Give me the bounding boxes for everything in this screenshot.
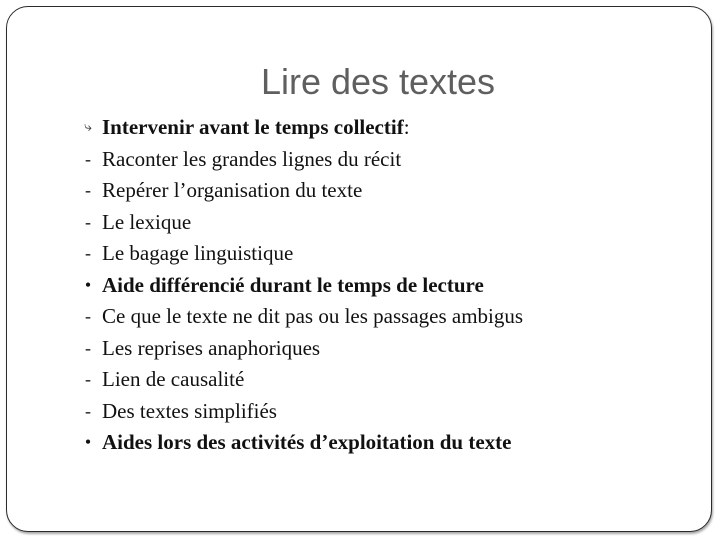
dash-bullet-icon: - [85,337,91,358]
list-item [80,144,523,176]
slide-title: Lire des textes [260,61,496,102]
list-item [80,175,523,207]
list-item-text: Ce que le texte ne dit pas ou les passages ambigus [102,304,524,328]
list-item [80,333,523,365]
list-item-bold-text: Aides lors des activités d’exploitation du texte [102,430,512,454]
list-item-text: Les reprises anaphoriques [102,335,321,360]
list-item [80,112,523,144]
list-item-bold-text: Aide différencié durant le temps de lecture [102,272,484,297]
dash-bullet-icon: - [85,369,91,389]
dot-bullet-icon: • [84,432,92,452]
dash-bullet-icon: - [85,243,91,263]
list-item [80,207,523,239]
list-item [80,301,523,333]
dash-bullet-icon: - [85,306,91,326]
list-item-text: : [403,115,410,139]
list-item-text: Des textes simplifiés [102,398,277,423]
list-item-text: Le lexique [102,209,192,234]
list-item [80,427,523,459]
dash-bullet-icon: - [85,400,91,421]
list-item-text: Raconter les grandes lignes du récit [102,146,402,171]
bullet-list [80,112,523,459]
list-item-text: Le bagage linguistique [102,241,294,265]
list-item-text: Lien de causalité [102,367,245,391]
curved-arrow-icon: ⤷ [84,120,92,135]
dash-bullet-icon: - [85,148,91,169]
list-item-bold-text: Intervenir avant le temps collectif [102,115,404,139]
list-item-text: Repérer l’organisation du texte [102,178,363,202]
list-item [80,396,523,428]
list-item [80,238,523,270]
list-item [80,364,523,396]
dash-bullet-icon: - [85,211,91,232]
list-item [80,270,523,302]
dot-bullet-icon: • [84,274,92,295]
dash-bullet-icon: - [85,180,91,200]
